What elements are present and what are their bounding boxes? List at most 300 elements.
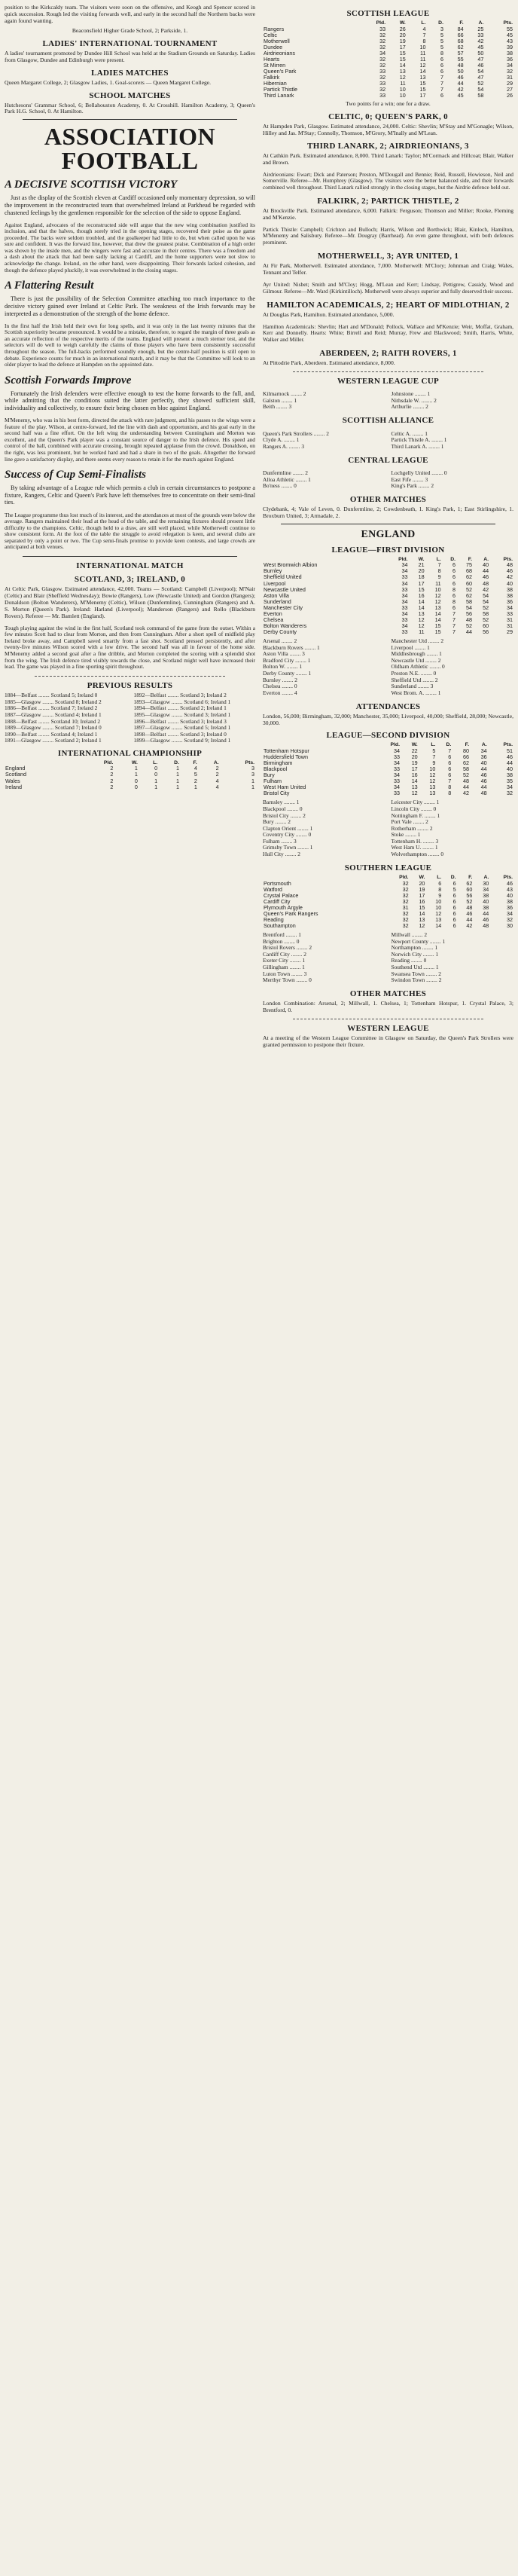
table-row (263, 81, 513, 87)
table-cell: 48 (466, 903, 473, 911)
table-cell: 52 (466, 897, 473, 905)
table-cell: 48 (483, 579, 489, 587)
championship-table: Pld. W. L. D. F. A. Pts. England 2 1 0 1 4 2 3 Scotland 2 1 0 1 5 2 3 Wales 2 0 1 1 2 4 1 Ireland 2 0 1 1 1 4 1 (5, 759, 254, 790)
team-name: Liverpool (264, 579, 286, 587)
england-heading: ENGLAND (361, 528, 416, 540)
western-cup-results: Kilmarnock ........ 2 Galston ........ 1 Beith ........ 3 Johnstone ........ 1 Nithsdale W. ........ 2 Arthurlie ........ 2 (263, 390, 437, 411)
table-cell: 40 (480, 759, 487, 767)
team-name: Sheffield United (264, 573, 302, 581)
table-cell: 40 (483, 897, 489, 905)
table-cell: 32 (507, 68, 513, 75)
ladies-matches-text: Queen Margaret College, 2; Glasgow Ladies, 1. Goal-scorers — Queen Margaret College. (5, 78, 212, 86)
table-row (263, 75, 513, 81)
table-cell: 33 (379, 92, 386, 99)
table-cell: 32 (402, 915, 409, 923)
table-cell: 33 (393, 790, 400, 797)
table-cell: 50 (477, 49, 484, 57)
table-cell: 58 (466, 597, 473, 605)
table-row (263, 911, 513, 917)
table-cell: 32 (379, 37, 386, 44)
table-cell: 12 (435, 909, 442, 917)
team-name: Everton (264, 610, 282, 617)
table-cell: 13 (419, 74, 426, 81)
table-cell: 6 (452, 922, 456, 930)
table-cell: 14 (434, 616, 441, 623)
team-name: Dundee (264, 43, 283, 50)
alliance-heading: SCOTTISH ALLIANCE (342, 416, 434, 426)
table-cell: 32 (379, 43, 386, 50)
table-cell: 44 (457, 80, 464, 87)
table-cell: 10 (419, 43, 426, 50)
table-cell: 44 (483, 909, 489, 917)
column-header: F. (459, 20, 464, 26)
table-cell: 40 (507, 891, 513, 899)
table-cell: 8 (422, 37, 426, 44)
other-matches-heading: OTHER MATCHES (349, 495, 427, 505)
article-continuation-1: Against England, advocates of the reconstructed side will argue that the new wing combination justified its inclusion, and that the halves, though sorely tried in the opening stages, recovered their poise as the game proceeded. The backs were seldom troubled, and the goalkeeper had little to do, but when called upon he was sure and confident. It was the forward line, however, that drew the greatest praise. Combination of a high order was shown by the inside men, and the wingers were fast and accurate in their centres. There was a freedom and a dash about the attack that had been sadly lacking at Cardiff, and the home supporters were not slow to acknowledge the change. Ireland, on the other hand, were disappointing. Their forwards lacked cohesion, and though the defence played pluckily, it was overwhelmed in the closing stages. (5, 221, 255, 273)
table-cell: 50 (457, 68, 464, 75)
column-header: F. (468, 875, 473, 880)
attendances-heading: ATTENDANCES (355, 701, 421, 711)
divider (23, 119, 237, 120)
team-name: Airdrieonians (264, 49, 295, 57)
table-cell: 13 (418, 610, 425, 617)
table-cell: 52 (462, 772, 469, 779)
div2-results: Barnsley ........ 1 Blackpool ........ 0 Bristol City ........ 2 Bury ........ 2 Clapton Orient ........ 1 Coventry City ........ 0 Fulham ........ 3 Grimsby Town ........ 1 Hull City ........ 2 Leicester City ........ 1 Lincoln City ........ 0 Nottingham F. ........ 1 Port Vale ........ 2 Rotherham ........ 2 Stoke ........ 1 Tottenham H. ........ 3 West Ham U. ........ 1 Wolverhampton ........ 0 (263, 799, 444, 858)
column-header: D. (450, 556, 456, 562)
table-cell: 7 (432, 753, 436, 760)
table-cell: 15 (418, 585, 425, 593)
table-row (263, 63, 513, 69)
table-cell: 44 (480, 765, 487, 773)
result-filler-3: Partick Thistle: Campbell; Crichton and Bulloch; Harris, Wilson and Borthwick; Blair, Kinloch, Hamilton, M'Menemy and Salisbury. Referee—Mr. Dougray (Barrhead). An even game throughout, with both defences prominent. (263, 225, 513, 246)
table-cell: 46 (507, 753, 513, 760)
table-cell: 55 (457, 55, 464, 63)
table-row (263, 784, 513, 790)
table-cell: 42 (457, 86, 464, 93)
table-cell: 46 (507, 567, 513, 575)
table-cell: 10 (399, 86, 406, 93)
table-cell: 13 (429, 790, 436, 797)
table-cell: 7 (452, 610, 456, 617)
team-name: Bristol City (264, 790, 290, 797)
table-cell: 8 (440, 49, 443, 57)
table-cell: 54 (466, 604, 473, 611)
central-results: Dunfermline ........ 2 Alloa Athletic ........ 1 Bo'ness ........ 0 Lochgelly United ........ 0 East Fife ........ 3 King's Park ........ 2 (263, 469, 447, 490)
table-cell: 14 (419, 909, 425, 917)
table-cell: 48 (483, 922, 489, 930)
table-cell: 45 (457, 92, 464, 99)
southern-results: Brentford ........ 1 Brighton ........ 0 Bristol Rovers ........ 2 Cardiff City ........ 2 Exeter City ........ 1 Gillingham ........ 1 Luton Town ........ 3 Merthyr Town ........ 0 Millwall ........ 2 Newport County ........ 1 Northampton ........ 1 Norwich City ........ 1 Reading ........ 0 Southend Utd ........ 1 Swansea Town ........ 2 Swindon Town ........ 2 (263, 931, 446, 984)
table-cell: 15 (419, 903, 425, 911)
table-row (263, 87, 513, 93)
table-cell: 8 (448, 784, 452, 791)
table-row (263, 587, 513, 593)
table-cell: 33 (477, 31, 484, 38)
intro-fragment: position to the Kirkcaldy team. The visitors were soon on the offensive, and Keogh and Spencer scored in quick succession. Rough led the visiting forwards well, and early in the second half the Northern backs were again found wanting. (5, 5, 255, 24)
table-cell: 10 (434, 585, 441, 593)
table-row (263, 766, 513, 772)
table-cell: 40 (483, 561, 489, 569)
team-name: Motherwell (264, 37, 290, 44)
table-cell: 7 (452, 616, 456, 623)
table-cell: 8 (452, 597, 456, 605)
team-name: Newcastle United (264, 585, 306, 593)
table-row (263, 26, 513, 32)
table-cell: 5 (440, 37, 443, 44)
table-cell: 26 (507, 92, 513, 99)
table-cell: 66 (457, 31, 464, 38)
table-cell: 46 (477, 61, 484, 69)
scottish-league-heading: SCOTTISH LEAGUE (346, 9, 430, 18)
column-header: W. (418, 556, 425, 562)
table-cell: 13 (399, 68, 406, 75)
table-cell: 7 (452, 628, 456, 636)
table-cell: 21 (418, 561, 425, 569)
table-cell: 32 (379, 61, 386, 69)
table-cell: 17 (418, 579, 425, 587)
table-row (263, 923, 513, 929)
table-cell: 7 (422, 31, 426, 38)
other-matches-text: Clydebank, 4; Vale of Leven, 0. Dunfermline, 2; Cowdenbeath, 1. King's Park, 1; East Stirlingshire, 1. Broxburn United, 3; Armadale, 2. (263, 506, 513, 519)
table-cell: 16 (418, 591, 425, 599)
table-cell: 44 (462, 784, 469, 791)
table-cell: 33 (401, 628, 408, 636)
table-cell: 34 (483, 885, 489, 893)
column-header: W. (411, 742, 418, 748)
column-header: W. (419, 875, 425, 880)
result-heading-6: ABERDEEN, 2; RAITH ROVERS, 1 (319, 348, 457, 358)
table-cell: 42 (507, 573, 513, 581)
table-cell: 5 (432, 747, 436, 754)
table-cell: 31 (507, 74, 513, 81)
article-paragraph-3: Fortunately the Irish defenders were effective enough to test the home forwards to the full, and, while admitting that the conditions suited the latter perfectly, they showed sufficient skill, individuality and collectively, to ensure their being chosen en bloc against England. (5, 390, 255, 411)
divider (35, 676, 225, 677)
table-cell: 6 (452, 573, 456, 581)
result-heading-4: MOTHERWELL, 3; AYR UNITED, 1 (317, 251, 459, 261)
table-cell: 6 (438, 879, 442, 887)
table-cell: 34 (507, 784, 513, 791)
table-cell: 6 (452, 903, 456, 911)
table-cell: 42 (477, 37, 484, 44)
column-header: F. (468, 556, 473, 562)
column-header: Pts. (503, 20, 513, 26)
school-matches-heading: SCHOOL MATCHES (89, 90, 171, 100)
other-matches-2-text: London Combination: Arsenal, 2; Millwall, 1. Chelsea, 1; Tottenham Hotspur, 1. Crystal Palace, 3; Brentford, 0. (263, 1000, 513, 1013)
article-paragraph-1: Just as the display of the Scottish eleven at Cardiff occasioned only momentary depression, so will the improvement in the reconstructed team that overwhelmed Ireland at Parkhead be regarded with chastened feelings by the gentlemen responsible for the selection of the side to oppose England. (5, 194, 255, 216)
table-cell: 33 (393, 753, 400, 760)
table-cell: 6 (448, 759, 452, 767)
team-name: Queen's Park (264, 68, 297, 75)
previous-results-heading: PREVIOUS RESULTS (87, 681, 173, 691)
table-cell: 42 (462, 790, 469, 797)
table-cell: 11 (435, 579, 441, 587)
table-row (263, 93, 513, 99)
table-cell: 56 (466, 891, 473, 899)
table-cell: 68 (457, 37, 464, 44)
table-cell: 56 (466, 610, 473, 617)
team-name: Queen's Park Rangers (264, 909, 318, 917)
table-cell: 14 (419, 68, 426, 75)
match-report: Tough playing against the wind in the first half, Scotland took command of the game from the outset. Within a few minutes Scott had to clear from Morton, and then from Cunningham. After a short spell of midfield play Ireland broke away, and Campbell saved smartly from a fast shot. Scotland pressed persistently, and after twenty-five minutes Wilson scored with a low drive. The second half was all in favour of the home side. M'Menemy added a second goal after a fine dribble, and Morton completed the scoring with a splendid shot from the wing. The Irish defence tired visibly towards the close, and Scotland might well have increased their lead. The game was played in a fine sporting spirit throughout. (5, 624, 255, 671)
western-league-text: At a meeting of the Western League Committee in Glasgow on Saturday, the Queen's Park Strollers were granted permission to postpone their fixture. (263, 1034, 513, 1048)
western-league-heading: WESTERN LEAGUE (347, 1023, 429, 1033)
table-cell: 33 (507, 610, 513, 617)
article-continuation-3: M'Menemy, who was in his best form, directed the attack with rare judgment, and his passes to the wings were a feature of the play. Wilson, at centre-forward, led the line with dash and opportunism, and his goal early in the second half was a fine effort. On the left wing the understanding between Cunningham and Morton was excellent, and the Queen's Park player was a constant source of danger to the Irish defence. His speed and control of the ball, combined with accurate crossing, brought repeated applause from the crowd. Donaldson, on the right, was less prominent, but he worked hard and had a share in two of the goals. Altogether the forward line gave a satisfactory display, and there seems every reason to retain it for the match against England. (5, 417, 255, 463)
table-cell: 6 (448, 753, 452, 760)
table-cell: 56 (483, 628, 489, 636)
table-cell: 34 (379, 49, 386, 57)
table-cell: 12 (429, 778, 436, 785)
column-header: Pld. (390, 742, 400, 748)
table-cell: 62 (466, 879, 473, 887)
table-cell: 33 (393, 765, 400, 773)
table-cell: 32 (379, 86, 386, 93)
table-cell: 15 (419, 80, 426, 87)
table-cell: 6 (440, 61, 443, 69)
table-cell: 44 (483, 567, 489, 575)
table-cell: 46 (483, 915, 489, 923)
league-div1-heading: LEAGUE—FIRST DIVISION (331, 545, 445, 555)
result-text-6: At Pittodrie Park, Aberdeen. Estimated attendance, 8,000. (263, 359, 395, 366)
central-heading: CENTRAL LEAGUE (348, 455, 428, 465)
right-column (263, 5, 513, 2571)
table-row (263, 917, 513, 923)
table-cell: 60 (466, 885, 473, 893)
result-text-5: At Douglas Park, Hamilton. Estimated attendance, 5,000. (263, 310, 395, 318)
table-cell: 30 (483, 879, 489, 887)
table-cell: 57 (457, 49, 464, 57)
table-row (263, 623, 513, 629)
team-name: Derby County (264, 628, 297, 636)
table-cell: 6 (440, 68, 443, 75)
column-header: A. (483, 875, 489, 880)
table-cell: 20 (419, 879, 425, 887)
table-cell: 17 (411, 765, 418, 773)
table-cell: 44 (466, 915, 473, 923)
table-cell: 31 (402, 903, 409, 911)
table-cell: 13 (429, 784, 436, 791)
team-name: Watford (264, 885, 282, 893)
table-cell: 34 (393, 759, 400, 767)
column-header: Pts. (503, 875, 513, 880)
column-header: L. (431, 742, 436, 748)
match-heading: INTERNATIONAL MATCH (76, 561, 184, 571)
table-cell: 33 (401, 573, 408, 581)
column-header: L. (437, 875, 442, 880)
table-cell: 34 (507, 604, 513, 611)
table-cell: 10 (429, 765, 436, 773)
table-cell: 34 (401, 591, 408, 599)
table-cell: 14 (411, 778, 418, 785)
table-cell: 12 (419, 922, 425, 930)
school-matches-text: Hutchesons' Grammar School, 6; Bellahouston Academy, 0. At Crosshill. Hamilton Academy, 3; Queen's Park H.G. School, 0. At Hamilton. (5, 101, 255, 115)
table-cell: 34 (507, 909, 513, 917)
team-name: Celtic (264, 31, 277, 38)
table-cell: 55 (507, 25, 513, 32)
team-name: Hearts (264, 55, 280, 63)
subheading-cup-semi-finalists: Success of Cup Semi-Finalists (5, 469, 146, 481)
table-cell: 25 (477, 25, 484, 32)
table-cell: 11 (400, 80, 406, 87)
table-cell: 43 (507, 37, 513, 44)
table-cell: 34 (401, 622, 408, 629)
table-cell: 7 (437, 561, 441, 569)
table-cell: 3 (440, 25, 443, 32)
table-cell: 16 (411, 772, 418, 779)
table-cell: 34 (393, 747, 400, 754)
table-cell: 32 (379, 31, 386, 38)
table-cell: 8 (438, 885, 442, 893)
table-cell: 40 (507, 765, 513, 773)
team-name: Hibernian (264, 80, 287, 87)
team-name: St Mirren (264, 61, 286, 69)
table-cell: 9 (432, 759, 436, 767)
alliance-results: Queen's Park Strollers ........ 2 Clyde A. ........ 1 Rangers A. ........ 3 Celtic A. ........ 1 Partick Thistle A. ........ 1 Third Lanark A. ........ 1 (263, 429, 447, 450)
ladies-matches-heading: LADIES MATCHES (91, 68, 169, 78)
table-cell: 33 (379, 25, 386, 32)
table-header-row (263, 20, 513, 26)
table-cell: 12 (434, 591, 441, 599)
team-name: Rangers (264, 25, 285, 32)
table-row (263, 887, 513, 893)
team-name: Southampton (264, 922, 296, 930)
result-filler-4: Ayr United: Nisbet; Smith and M'Cloy; Hogg, M'Lean and Kerr; Lindsay, Pettigrew, Cassidy, Wood and Gilmour. Referee—Mr. Ward (Kirkintilloch). Motherwell were always superior and fully deserved their success. (263, 280, 513, 295)
divider (293, 371, 483, 372)
divider (23, 556, 237, 557)
table-cell: 17 (419, 891, 425, 899)
table-cell: 6 (440, 55, 443, 63)
league-div1-table (263, 557, 513, 635)
table-cell: 6 (452, 891, 456, 899)
main-heading: ASSOCIATION FOOTBALL (44, 123, 216, 175)
table-cell: 38 (507, 49, 513, 57)
table-cell: 60 (466, 579, 473, 587)
table-cell: 58 (462, 765, 469, 773)
table-cell: 48 (466, 616, 473, 623)
table-cell: 48 (457, 61, 464, 69)
table-row (263, 57, 513, 63)
table-cell: 33 (401, 604, 408, 611)
table-cell: 19 (419, 885, 425, 893)
column-header: Pld. (399, 875, 409, 880)
table-cell: 8 (448, 790, 452, 797)
result-text-2: At Cathkin Park. Estimated attendance, 8,000. Third Lanark: Taylor; M'Cormack and Hillcoat; Blair, Walker and Brown. (263, 151, 513, 166)
table-cell: 17 (419, 92, 426, 99)
table-cell: 18 (418, 573, 425, 581)
table-cell: 20 (418, 567, 425, 575)
table-cell: 14 (418, 597, 425, 605)
table-cell: 7 (448, 778, 452, 785)
table-cell: 54 (477, 86, 484, 93)
table-row (263, 50, 513, 57)
table-cell: 34 (401, 597, 408, 605)
table-cell: 31 (507, 616, 513, 623)
team-name: Reading (264, 915, 284, 923)
match-teams: At Celtic Park, Glasgow. Estimated attendance, 42,000. Teams — Scotland: Campbell (Liverpool); M'Nair (Celtic) and Blair (Sheffield Wednesday); Bowie (Rangers), Low (Newcastle United) and Gordon (Rangers); Donaldson (Bolton Wanderers), M'Menemy (Celtic), Wilson (Dunfermline), Cunningham (Rangers) and A. S. Morton (Queen's Park). Ireland: Harland (Liverpool); Manderson (Rangers) and Rollo (Blackburn Rovers). Referee — Mr. Bamlett (England). (5, 585, 255, 619)
table-cell: 52 (477, 80, 484, 87)
table-cell: 46 (507, 879, 513, 887)
column-header: D. (438, 20, 443, 26)
table-cell: 6 (448, 772, 452, 779)
result-text-1: At Hampden Park, Glasgow. Estimated attendance, 24,000. Celtic: Shevlin; M'Stay and M'Gonagle; Wilson, Hilley and Jas. M'Stay; Connolly, Thomson, M'Grory, M'Inally and M'Lean. (263, 123, 513, 136)
table-cell: 62 (462, 759, 469, 767)
team-name: Portsmouth (264, 879, 291, 887)
team-name: Burnley (264, 567, 282, 575)
table-cell: 38 (507, 772, 513, 779)
table-cell: 12 (419, 61, 426, 69)
team-name: Bury (264, 772, 275, 779)
table-cell: 34 (401, 567, 408, 575)
table-cell: 14 (418, 604, 425, 611)
table-cell: 32 (507, 915, 513, 923)
table-cell: 38 (507, 591, 513, 599)
table-cell: 34 (393, 772, 400, 779)
table-cell: 14 (434, 610, 441, 617)
table-cell: 15 (399, 55, 406, 63)
table-row (263, 44, 513, 50)
table-cell: 42 (483, 585, 489, 593)
table-cell: 46 (480, 772, 487, 779)
table-cell: 8 (452, 585, 456, 593)
table-cell: 30 (507, 922, 513, 930)
table-cell: 40 (507, 579, 513, 587)
table-cell: 34 (507, 61, 513, 69)
table-cell: 6 (452, 915, 456, 923)
article-continuation-4: The League programme thus lost much of its interest, and the attendances at most of the grounds were below the average. Rangers maintained their lead at the head of the table, and the remaining fixtures should present little difficulty to the champions. Celtic, though held to a draw, are still well placed, while Motherwell continue to show consistent form. At the foot of the table the struggle to avoid relegation is keen, and several clubs are separated by only a point or two. The Cup semi-finals promise to provide keen contests, and large crowds are anticipated at both venues. (5, 511, 255, 551)
table-cell: 5 (440, 31, 443, 38)
table-cell: 19 (411, 759, 418, 767)
table-cell: 11 (420, 55, 426, 63)
article-continuation-2: In the first half the Irish held their own for long spells, and it was only in the last twenty minutes that the Scottish superiority became pronounced. It would be a mistake, therefore, to regard the margin of three goals as an accurate reflection of the respective merits of the teams. England will present a much sterner test, and the selectors will do well to weigh carefully the claims of those players who have been consistently successful throughout the season. The full-backs performed soundly enough, but the centre-half position is still open to debate. Experience counts for much in an international match, and it may be that the Committee will look to an older player to lead the defence at Hampden on the appointed date. (5, 322, 255, 368)
table-row (263, 593, 513, 599)
table-row (263, 38, 513, 44)
scottish-league-table (263, 20, 513, 99)
previous-results-list: 1884—Belfast ........ Scotland 5; Ireland 0 1885—Glasgow ........ Scotland 8; Ireland 2 1886—Belfast ........ Scotland 7; Ireland 2 1887—Glasgow ........ Scotland 4; Ireland 1 1888—Belfast ........ Scotland 10; Ireland 2 1889—Glasgow ........ Scotland 7; Ireland 0 1890—Belfast ........ Scotland 4; Ireland 1 1891—Glasgow ........ Scotland 2; Ireland 1 1892—Belfast ........ Scotland 3; Ireland 2 1893—Glasgow ........ Scotland 6; Ireland 1 1894—Belfast ........ Scotland 2; Ireland 1 1895—Glasgow ........ Scotland 3; Ireland 1 1896—Belfast ........ Scotland 3; Ireland 3 1897—Glasgow ........ Scotland 5; Ireland 1 1898—Belfast ........ Scotland 3; Ireland 0 1899—Glasgow ........ Scotland 9; Ireland 1 (5, 692, 231, 744)
table-cell: 5 (452, 885, 456, 893)
table-cell: 47 (477, 74, 484, 81)
table-cell: 12 (399, 74, 406, 81)
table-cell: 9 (437, 573, 441, 581)
table-cell: 34 (401, 561, 408, 569)
table-cell: 35 (507, 778, 513, 785)
table-cell: 26 (399, 25, 406, 32)
table-cell: 34 (401, 579, 408, 587)
column-header: Pts. (503, 742, 513, 748)
table-cell: 60 (483, 622, 489, 629)
table-cell: 46 (466, 909, 473, 917)
table-cell: 6 (440, 92, 443, 99)
table-cell: 34 (480, 747, 487, 754)
subheading-flattering-result: A Flattering Result (5, 280, 94, 292)
table-row (263, 754, 513, 760)
table-cell: 32 (402, 897, 409, 905)
table-cell: 33 (379, 80, 386, 87)
team-name: Manchester City (264, 604, 303, 611)
table-cell: 34 (393, 784, 400, 791)
column-header: Pts. (503, 556, 513, 562)
column-header: Pld. (376, 20, 386, 26)
table-cell: 14 (435, 922, 442, 930)
table-cell: 10 (399, 92, 406, 99)
table-cell: 52 (466, 622, 473, 629)
table-row (263, 893, 513, 899)
table-cell: 48 (507, 561, 513, 569)
team-name: Third Lanark (264, 92, 294, 99)
result-filler-5: Hamilton Academicals: Shevlin; Hart and M'Donald; Pollock, Wallace and M'Kenzie; Weir, Moffat, Graham, Kerr and Donnelly. Hearts: White; Birrell and Reid; Murray, Frew and Blackwood; Smith, Harris, White, Walker and Miller. (263, 322, 513, 343)
table-cell: 36 (507, 55, 513, 63)
table-cell: 58 (477, 92, 484, 99)
